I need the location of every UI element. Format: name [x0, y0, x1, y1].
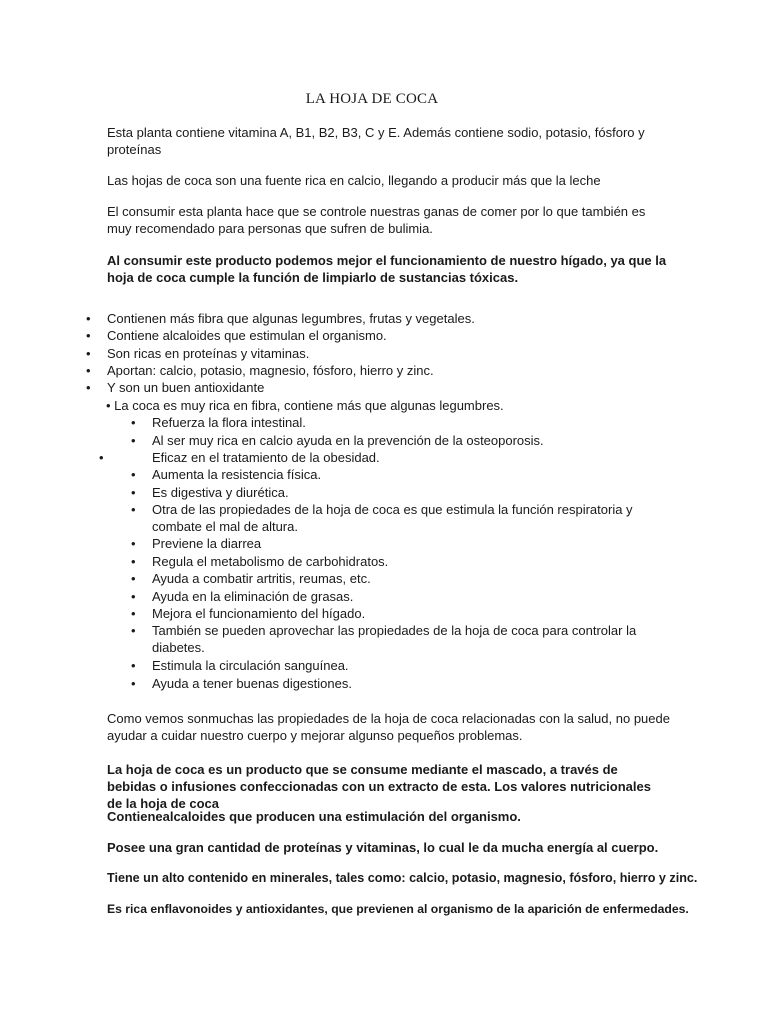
bullet-marker: •: [131, 623, 136, 638]
list-item: Y son un buen antioxidante: [107, 380, 265, 395]
bullet-marker: •: [86, 311, 91, 326]
document-title: LA HOJA DE COCA: [305, 91, 439, 107]
intro-paragraph-3: El consumir esta planta hace que se controle nuestras ganas de comer por lo que también es muy recomendado para personas que sufren de bulimia.: [107, 204, 646, 236]
list-item: Son ricas en proteínas y vitaminas.: [107, 346, 310, 361]
list-item: Otra de las propiedades de la hoja de coca es que estimula la función respiratoria y combate el mal de altura.: [152, 502, 633, 534]
bullet-marker: •: [86, 346, 91, 361]
closing-paragraph-4: Posee una gran cantidad de proteínas y vitaminas, lo cual le da mucha energía al cuerpo.: [107, 840, 659, 855]
bullet-marker: •: [131, 415, 136, 430]
bullet-marker: •: [131, 536, 136, 551]
inline-list-item: • La coca es muy rica en fibra, contiene más que algunas legumbres.: [106, 398, 504, 413]
closing-paragraph-1: Como vemos sonmuchas las propiedades de la hoja de coca relacionadas con la salud, no puede ayudar a cuidar nuestro cuerpo y mejorar algunso pequeños problemas.: [107, 711, 670, 743]
list-item: También se pueden aprovechar las propiedades de la hoja de coca para controlar la diabetes.: [152, 623, 637, 655]
bullet-marker: •: [86, 328, 91, 343]
bullet-marker: •: [86, 363, 91, 378]
list-item: Previene la diarrea: [152, 536, 262, 551]
list-item: Contiene alcaloides que estimulan el organismo.: [107, 328, 387, 343]
closing-paragraph-6: Es rica enflavonoides y antioxidantes, que previenen al organismo de la aparición de enfermedades.: [107, 902, 689, 916]
list-item: Al ser muy rica en calcio ayuda en la prevención de la osteoporosis.: [152, 433, 544, 448]
list-item: Ayuda en la eliminación de grasas.: [152, 589, 354, 604]
bullet-marker: •: [99, 450, 104, 465]
intro-paragraph-4: Al consumir este producto podemos mejor el funcionamiento de nuestro hígado, ya que la hoja de coca cumple la función de limpiarlo de sustancias tóxicas.: [107, 253, 667, 285]
list-item: Ayuda a combatir artritis, reumas, etc.: [152, 571, 371, 586]
list-item: Contienen más fibra que algunas legumbres, frutas y vegetales.: [107, 311, 475, 326]
closing-paragraph-2: La hoja de coca es un producto que se consume mediante el mascado, a través de bebidas o infusiones confeccionadas con un extracto de esta. Los valores nutricionales de la hoja de coca: [107, 762, 651, 811]
bullet-marker: •: [131, 589, 136, 604]
bullet-marker: •: [131, 467, 136, 482]
bullet-marker: •: [131, 658, 136, 673]
bullet-marker: •: [131, 433, 136, 448]
intro-paragraph-2: Las hojas de coca son una fuente rica en calcio, llegando a producir más que la leche: [107, 173, 601, 188]
closing-paragraph-3: Contienealcaloides que producen una estimulación del organismo.: [107, 809, 521, 824]
list-item: Estimula la circulación sanguínea.: [152, 658, 349, 673]
bullet-marker: •: [131, 676, 136, 691]
list-item: Ayuda a tener buenas digestiones.: [152, 676, 352, 691]
bullet-marker: •: [131, 571, 136, 586]
bullet-marker: •: [131, 502, 136, 517]
list-item: Aumenta la resistencia física.: [152, 467, 322, 482]
bullet-marker: •: [131, 606, 136, 621]
list-item: Eficaz en el tratamiento de la obesidad.: [152, 450, 380, 465]
bullet-marker: •: [86, 380, 91, 395]
bullet-marker: •: [131, 485, 136, 500]
closing-paragraph-5: Tiene un alto contenido en minerales, tales como: calcio, potasio, magnesio, fósforo, hierro y zinc.: [107, 871, 698, 885]
list-item: Regula el metabolismo de carbohidratos.: [152, 554, 389, 569]
list-item: Aportan: calcio, potasio, magnesio, fósforo, hierro y zinc.: [107, 363, 434, 378]
list-item: Es digestiva y diurética.: [152, 485, 289, 500]
bullet-marker: •: [131, 554, 136, 569]
intro-paragraph-1: Esta planta contiene vitamina A, B1, B2, B3, C y E. Además contiene sodio, potasio, fósforo y proteínas: [107, 125, 645, 157]
list-item: Refuerza la flora intestinal.: [152, 415, 306, 430]
list-item: Mejora el funcionamiento del hígado.: [152, 606, 366, 621]
